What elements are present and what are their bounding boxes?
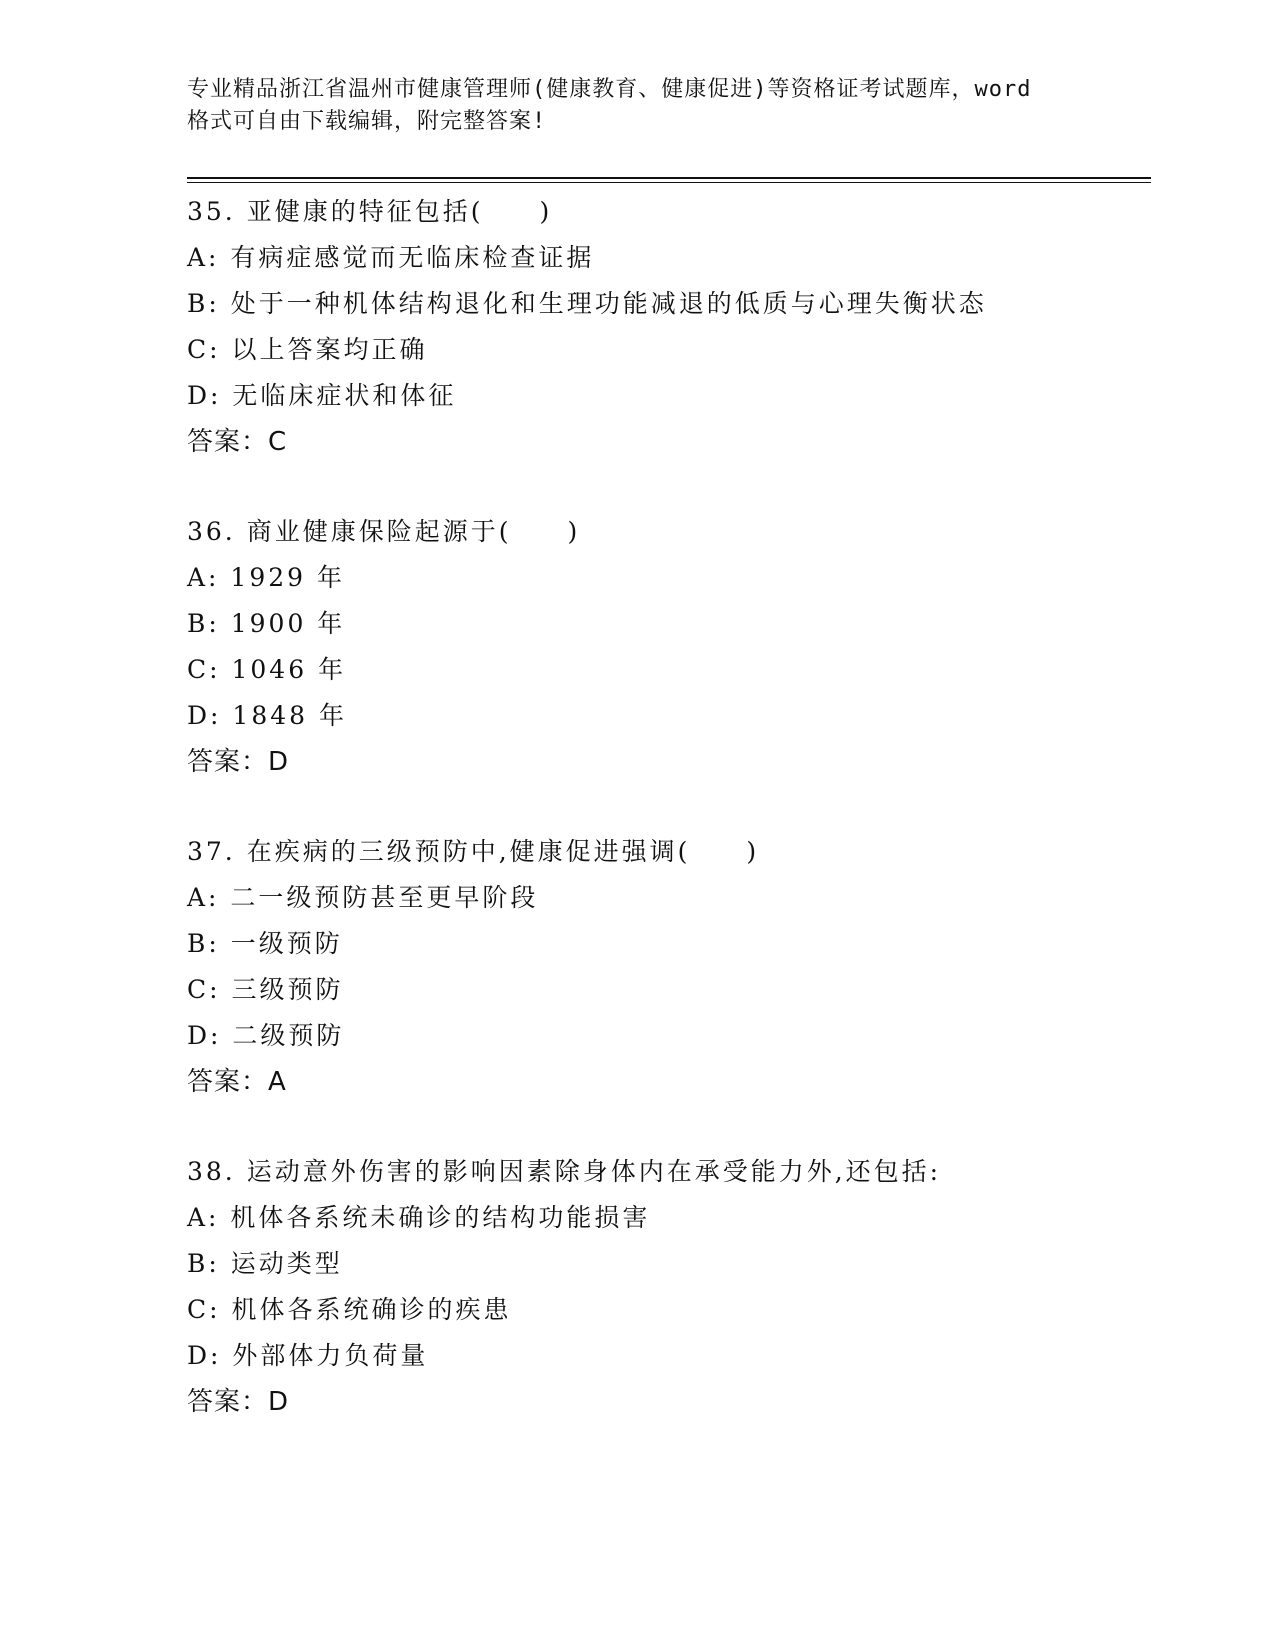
option-b: B: 一级预防 [187,929,343,958]
answer-line: 答案：D [187,1387,290,1417]
option-d: D: 外部体力负荷量 [187,1341,429,1370]
option-c: C: 机体各系统确诊的疾患 [187,1295,512,1324]
option-c: C: 三级预防 [187,975,344,1004]
question-37 [187,829,1147,1105]
option-a: A: 机体各系统未确诊的结构功能损害 [187,1203,651,1232]
document-header [187,74,1087,138]
question-stem: 35. 亚健康的特征包括( ) [187,197,553,226]
option-d: D: 二级预防 [187,1021,345,1050]
question-stem: 37. 在疾病的三级预防中,健康促进强调( ) [187,837,760,866]
option-b: B: 运动类型 [187,1249,343,1278]
option-a: A: 二一级预防甚至更早阶段 [187,883,539,912]
option-d: D: 无临床症状和体征 [187,381,457,410]
answer-line: 答案：C [187,427,288,457]
header-line-2: 格式可自由下载编辑，附完整答案! [187,109,547,134]
answer-line: 答案：D [187,747,290,777]
option-d: D: 1848 年 [187,701,347,730]
question-38 [187,1149,1147,1425]
option-a: A: 1929 年 [187,563,345,592]
answer-line: 答案：A [187,1067,287,1097]
header-divider-thick [187,177,1151,179]
option-b: B: 处于一种机体结构退化和生理功能减退的低质与心理失衡状态 [187,289,987,318]
question-36 [187,509,1147,785]
option-b: B: 1900 年 [187,609,346,638]
option-c: C: 以上答案均正确 [187,335,428,364]
question-stem: 38. 运动意外伤害的影响因素除身体内在承受能力外,还包括: [187,1157,942,1186]
question-stem: 36. 商业健康保险起源于( ) [187,517,581,546]
option-c: C: 1046 年 [187,655,347,684]
header-divider-thin [187,182,1151,183]
option-a: A: 有病症感觉而无临床检查证据 [187,243,595,272]
header-line-1: 专业精品浙江省温州市健康管理师(健康教育、健康促进)等资格证考试题库，word [187,77,1032,102]
question-35 [187,189,1147,465]
